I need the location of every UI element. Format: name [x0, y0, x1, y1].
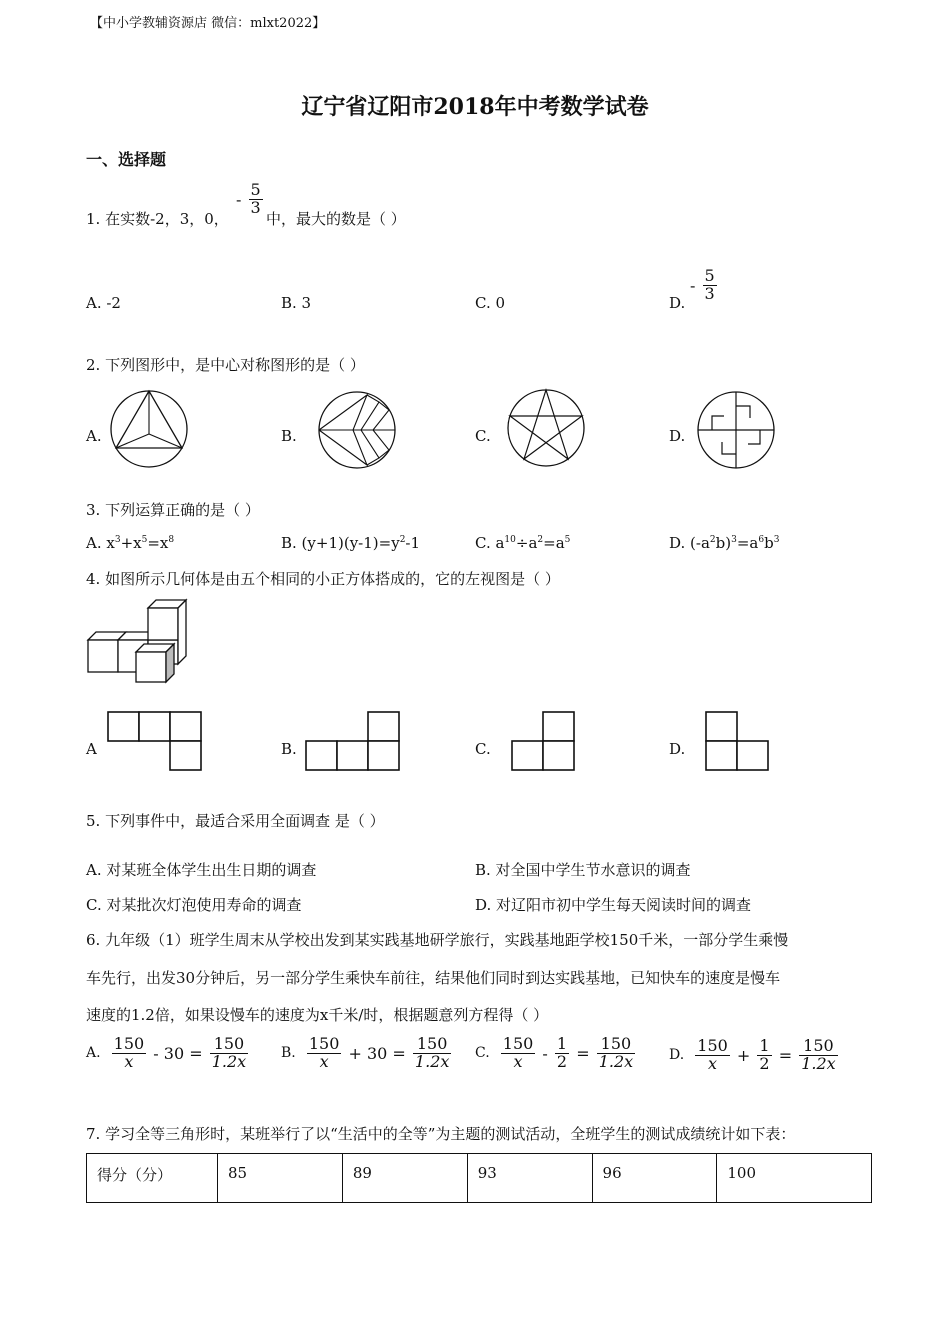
fraction-sign: - [236, 189, 242, 209]
q2-option-b-label[interactable]: B. [281, 427, 297, 445]
q6-option-d[interactable]: D. $\frac{150}{x}$ + $\frac{1}{2}$ = $\frac{150}{1.2x}$ [669, 1036, 836, 1073]
q3-option-b[interactable]: B. $(y+1)(y-1)=y^2-1$ [281, 534, 421, 552]
left-view-a-figure[interactable] [106, 710, 204, 772]
q3-option-d[interactable]: D. $(-a^2b)^3=a^6b^3$ [669, 534, 780, 552]
q3-option-a[interactable]: A. $x^3+x^5=x^8$ [86, 534, 175, 552]
question-7-text: 7. 学习全等三角形时，某班举行了以“生活中的全等”为主题的测试活动，全班学生的测试成绩统计如下表： [86, 1125, 796, 1143]
question-2-text: 2. 下列图形中，是中心对称图形的是（ ） [86, 356, 365, 374]
left-view-b-figure[interactable] [304, 710, 402, 772]
table-cell: 93 [467, 1154, 592, 1203]
q2-option-a-label[interactable]: A. [86, 427, 102, 445]
q2-option-d-label[interactable]: D. [669, 427, 686, 445]
q6-option-c[interactable]: C. $\frac{150}{x}$ - $\frac{1}{2}$ = $\frac{150}{1.2x}$ [475, 1034, 634, 1071]
circle-windmill-figure[interactable] [696, 390, 776, 470]
fraction-denominator: 3 [704, 283, 715, 303]
fraction-numerator: 5 [704, 266, 715, 285]
left-view-d-figure[interactable] [704, 710, 772, 772]
q5-option-c[interactable]: C. 对某批次灯泡使用寿命的调查 [86, 896, 302, 914]
q5-option-d[interactable]: D. 对辽阳市初中学生每天阅读时间的调查 [475, 896, 752, 914]
question-1-fraction [236, 182, 265, 217]
table-cell: 85 [218, 1154, 343, 1203]
question-1-text-b: 中，最大的数是（ ） [266, 210, 406, 228]
question-6-line-3: 速度的1.2倍，如果设慢车的速度为x千米/时，根据题意列方程得（ ） [86, 1006, 549, 1024]
question-5-text: 5. 下列事件中，最适合采用全面调查 是（ ） [86, 812, 385, 830]
left-view-c-figure[interactable] [510, 710, 578, 772]
fraction-sign: - [690, 275, 696, 295]
q1-option-a[interactable]: A. -2 [86, 294, 121, 312]
fraction-denominator: 3 [250, 197, 261, 217]
circle-triangle-figure[interactable] [108, 388, 190, 470]
fraction-numerator: 5 [250, 180, 261, 199]
score-table [86, 1153, 872, 1203]
q1-option-d-label: D. [669, 294, 686, 312]
circle-star-figure[interactable] [506, 388, 586, 468]
table-cell: 89 [342, 1154, 467, 1203]
table-cell: 得分（分） [87, 1154, 218, 1203]
question-6-line-1: 6. 九年级（1）班学生周末从学校出发到某实践基地研学旅行，实践基地距学校150千米，一部分学生乘慢 [86, 931, 789, 949]
page-title: 辽宁省辽阳市2018年中考数学试卷 [301, 94, 649, 120]
question-6-line-2: 车先行，出发30分钟后，另一部分学生乘快车前往，结果他们同时到达实践基地，已知快车的速度是慢车 [86, 969, 781, 987]
q5-option-b[interactable]: B. 对全国中学生节水意识的调查 [475, 861, 691, 879]
question-1-stem [86, 208, 229, 229]
q3-option-c[interactable]: C. $a^{10}\div a^2=a^5$ [475, 534, 571, 552]
q1-option-c[interactable]: C. 0 [475, 294, 506, 312]
section-heading: 一、选择题 [86, 150, 167, 169]
question-3-text: 3. 下列运算正确的是（ ） [86, 501, 260, 519]
cube-solid-figure [86, 600, 192, 684]
q1-option-d[interactable] [669, 294, 685, 312]
q2-option-c-label[interactable]: C. [475, 427, 491, 445]
q4-option-c-label[interactable]: C. [475, 740, 491, 758]
question-4-text: 4. 如图所示几何体是由五个相同的小正方体搭成的，它的左视图是（ ） [86, 570, 560, 588]
q4-option-d-label[interactable]: D. [669, 740, 686, 758]
circle-fan-figure[interactable] [317, 390, 397, 470]
table-row [87, 1154, 872, 1203]
question-1-text-a: 1. 在实数-2，3，0， [86, 210, 229, 228]
q4-option-b-label[interactable]: B. [281, 740, 297, 758]
q1-option-b[interactable]: B. 3 [281, 294, 312, 312]
q4-option-a-label[interactable]: A [86, 740, 97, 758]
table-cell: 100 [717, 1154, 872, 1203]
page-header: 【中小学教辅资源店 微信：mlxt2022】 [90, 16, 326, 31]
table-cell: 96 [592, 1154, 717, 1203]
q6-option-b[interactable]: B. $\frac{150}{x}$ + 30 = $\frac{150}{1.2x}$ [281, 1034, 450, 1071]
q1-option-d-fraction [690, 268, 719, 303]
q5-option-a[interactable]: A. 对某班全体学生出生日期的调查 [86, 861, 317, 879]
q6-option-a[interactable]: A. $\frac{150}{x}$ - 30 = $\frac{150}{1.2x}$ [86, 1034, 247, 1071]
